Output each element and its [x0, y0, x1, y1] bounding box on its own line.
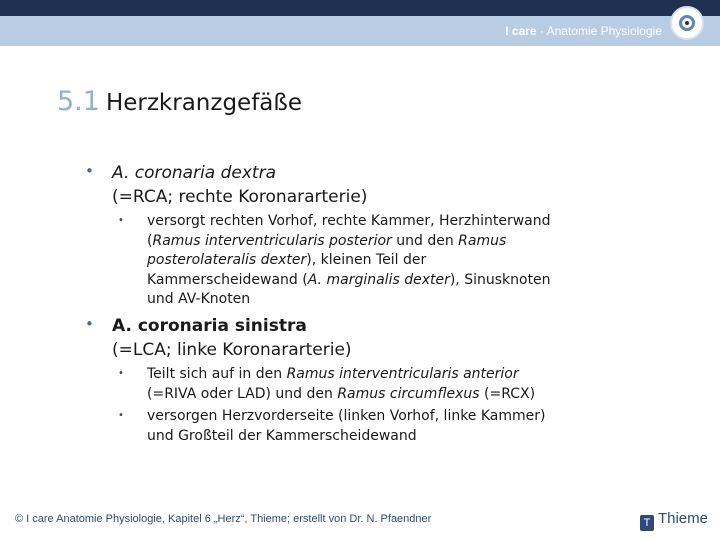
bullet-icon: • — [85, 315, 94, 333]
slide-title-text: Herzkranzgefäße — [105, 90, 303, 116]
bullet-icon: • — [118, 368, 124, 379]
brand-name: I care — [505, 24, 537, 38]
lca-line-1: Teilt sich auf in den Ramus interventricularis anterior — [147, 366, 519, 382]
rca-line-3: posterolateralis dexter), kleinen Teil der — [147, 252, 427, 268]
item-sub-lca: (=LCA; linke Koronararterie) — [112, 340, 352, 360]
rca-line-4: Kammerscheidewand (A. marginalis dexter), Sinusknoten — [147, 271, 551, 288]
rca-line-5: und AV-Knoten — [147, 291, 251, 307]
item-sub-rca: (=RCA; rechte Koronararterie) — [112, 187, 368, 207]
bullet-icon: • — [118, 215, 124, 226]
rca-line-2: (Ramus interventricularis posterior und den Ramus — [147, 232, 507, 249]
lca-supply-text — [147, 407, 617, 446]
slide-number: 5.1 — [57, 86, 100, 117]
lca-line-2: (=RIVA oder LAD) und den Ramus circumflexus (=RCX) — [147, 385, 536, 402]
header-bar — [0, 0, 720, 46]
header-dark-strip — [0, 0, 720, 16]
rca-line-1: versorgt rechten Vorhof, rechte Kammer, Herzhinterwand — [147, 213, 551, 229]
item-heading-lca: A. coronaria sinistra — [112, 316, 307, 336]
rca-supply-text — [147, 212, 617, 310]
logo-dot — [685, 21, 689, 25]
lca-supply-line-2: und Großteil der Kammerscheidewand — [147, 427, 417, 444]
bullet-icon: • — [85, 162, 94, 180]
brand-label — [505, 24, 662, 38]
item-heading-rca: A. coronaria dextra — [112, 163, 276, 183]
thieme-logo — [640, 510, 708, 531]
brand-subtitle: · Anatomie Physiologie — [536, 24, 662, 38]
lca-branch-text — [147, 365, 617, 404]
bullet-icon: • — [118, 410, 124, 421]
thieme-eye-logo-icon — [670, 6, 704, 40]
publisher-name: Thieme — [657, 510, 708, 527]
footer-copyright: © I care Anatomie Physiologie, Kapitel 6 „Herz“, Thieme; erstellt von Dr. N. Pfaendner — [15, 513, 432, 525]
thieme-logo-icon: T — [640, 515, 654, 531]
lca-supply-line-1: versorgen Herzvorderseite (linken Vorhof, linke Kammer) — [147, 408, 546, 424]
slide-title — [57, 86, 302, 117]
